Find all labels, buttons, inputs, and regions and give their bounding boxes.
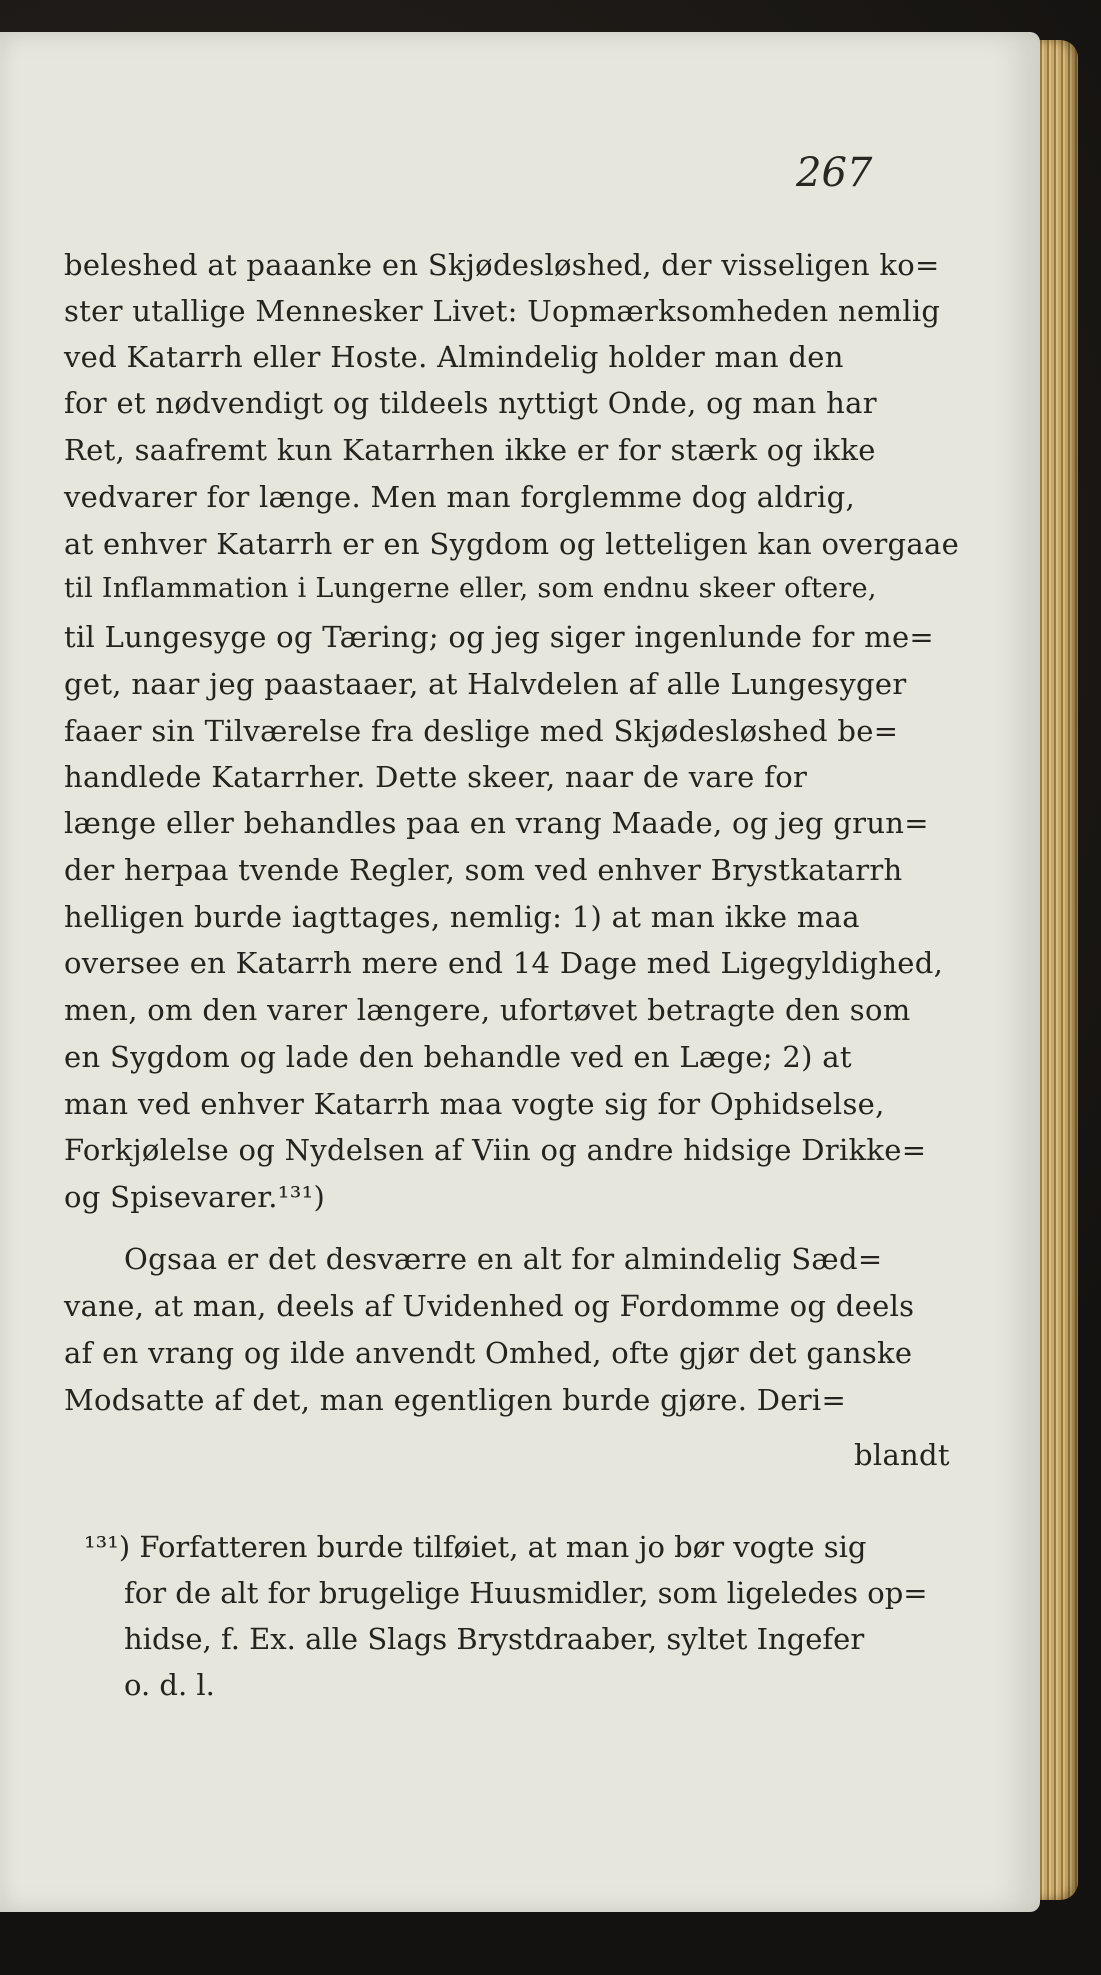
page-number: 267 bbox=[796, 150, 873, 196]
text-line: Modsatte af det, man egentligen burde gjøre. Deri= bbox=[64, 1383, 847, 1417]
text-line: get, naar jeg paastaaer, at Halvdelen af alle Lungesyger bbox=[64, 667, 907, 701]
text-line: vedvarer for længe. Men man forglemme dog aldrig, bbox=[64, 480, 855, 514]
text-line: til Lungesyge og Tæring; og jeg siger ingenlunde for me= bbox=[64, 620, 935, 654]
text-line: oversee en Katarrh mere end 14 Dage med Ligegyldighed, bbox=[64, 946, 944, 980]
text-line: en Sygdom og lade den behandle ved en Læge; 2) at bbox=[64, 1040, 852, 1074]
text-line: vane, at man, deels af Uvidenhed og Fordomme og deels bbox=[64, 1289, 915, 1323]
text-line: at enhver Katarrh er en Sygdom og letteligen kan overgaae bbox=[64, 527, 960, 561]
footnote-line: for de alt for brugelige Huusmidler, som ligeledes op= bbox=[124, 1576, 928, 1610]
footnote-line: hidse, f. Ex. alle Slags Brystdraaber, syltet Ingefer bbox=[124, 1622, 865, 1656]
text-line: ster utallige Mennesker Livet: Uopmærksomheden nemlig bbox=[64, 294, 941, 328]
text-line: faaer sin Tilværelse fra deslige med Skjødesløshed be= bbox=[64, 714, 899, 748]
text-line: men, om den varer længere, ufortøvet betragte den som bbox=[64, 993, 911, 1027]
text-line: og Spisevarer.¹³¹) bbox=[64, 1180, 326, 1214]
text-line: Forkjølelse og Nydelsen af Viin og andre hidsige Drikke= bbox=[64, 1133, 927, 1167]
text-line: handlede Katarrher. Dette skeer, naar de vare for bbox=[64, 760, 808, 794]
catchword: blandt bbox=[854, 1438, 950, 1472]
text-line: der herpaa tvende Regler, som ved enhver Brystkatarrh bbox=[64, 853, 903, 887]
text-line: beleshed at paaanke en Skjødesløshed, der visseligen ko= bbox=[64, 248, 940, 282]
text-line: af en vrang og ilde anvendt Omhed, ofte gjør det ganske bbox=[64, 1336, 913, 1370]
text-line: helligen burde iagttages, nemlig: 1) at man ikke maa bbox=[64, 900, 860, 934]
footnote-line: o. d. l. bbox=[124, 1668, 215, 1702]
text-line: Ogsaa er det desværre en alt for almindelig Sæd= bbox=[124, 1242, 883, 1276]
text-line: ved Katarrh eller Hoste. Almindelig holder man den bbox=[64, 340, 844, 374]
text-line: for et nødvendigt og tildeels nyttigt Onde, og man har bbox=[64, 386, 877, 420]
text-line: til Inflammation i Lungerne eller, som endnu skeer oftere, bbox=[64, 573, 877, 604]
text-line: man ved enhver Katarrh maa vogte sig for Ophidselse, bbox=[64, 1087, 885, 1121]
text-line: længe eller behandles paa en vrang Maade, og jeg grun= bbox=[64, 806, 929, 840]
footnote-line: ¹³¹) Forfatteren burde tilføiet, at man jo bør vogte sig bbox=[84, 1530, 867, 1564]
text-line: Ret, saafremt kun Katarrhen ikke er for stærk og ikke bbox=[64, 433, 876, 467]
